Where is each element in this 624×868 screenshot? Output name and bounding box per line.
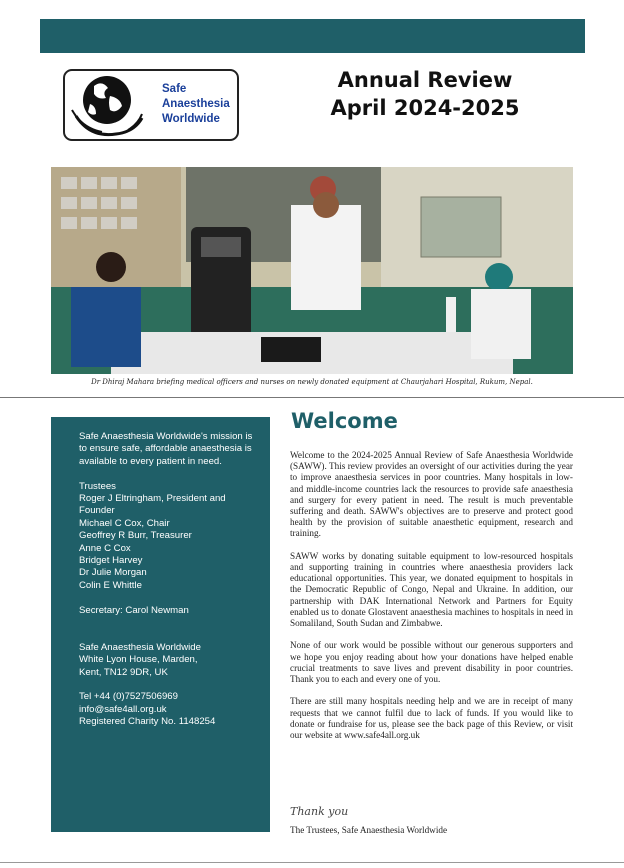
sidebar-panel	[51, 417, 270, 832]
email-link[interactable]: info@safe4all.org.uk	[79, 703, 167, 715]
trustee-item: Bridget Harvey	[79, 555, 143, 567]
trustee-item: Colin E Whittle	[79, 579, 142, 591]
trustee-item: Roger J Eltringham, President and Founder	[79, 493, 226, 517]
welcome-paragraph: Welcome to the 2024-2025 Annual Review of Safe Anaesthesia Worldwide (SAWW). This review provides an oversight of our activities during the year to improve anaesthesia services in poor countries. Many hospitals in low- and middle-income countries lack the resources to provide safe anaesthesia and surgery for every patient in need. The result is much preventable suffering and death. SAWW's objectives are to preserve and protect good health by the provision of suitable anaesthetic equipment, research and training.	[290, 450, 573, 539]
welcome-paragraph: SAWW works by donating suitable equipment to low-resourced hospitals and supporting training in countries where anaesthesia providers lack educational opportunities. This year, we donated equipment to hospitals in the Democratic Republic of Congo, Nepal and Ukraine. In addition, our partnership with DAK International Network and Partners for Equity enabled us to donate Glostavent anaesthesia machines to hospitals in need in Somaliland, South Sudan and Zimbabwe.	[290, 550, 573, 629]
section-divider	[0, 397, 624, 398]
trustee-item: Geoffrey R Burr, Treasurer	[79, 530, 192, 542]
welcome-heading: Welcome	[291, 409, 398, 433]
welcome-body	[290, 450, 573, 752]
trustees-heading: Trustees	[79, 480, 116, 492]
title-line2: April 2024-2025	[330, 96, 520, 120]
trustee-item: Michael C Cox, Chair	[79, 517, 170, 529]
address-line: White Lyon House, Marden,	[79, 654, 198, 666]
globe-in-hands-icon	[72, 76, 142, 135]
annual-review-title	[300, 66, 550, 122]
welcome-paragraph: There are still many hospitals needing help and we are in receipt of many requests that we cannot fulfil due to lack of funds. If you would like to donate or fundraise for us, please see the back page of this Review, or visit our website at www.safe4all.org.uk	[290, 696, 573, 741]
saww-logo	[62, 66, 240, 144]
charity-number: Registered Charity No. 1148254	[79, 716, 216, 728]
address-line: Kent, TN12 9DR, UK	[79, 666, 168, 678]
page-bottom-rule	[0, 862, 624, 863]
hospital-photo	[51, 167, 573, 374]
trustee-item: Dr Julie Morgan	[79, 567, 147, 579]
header-band	[40, 19, 585, 53]
trustee-item: Anne C Cox	[79, 542, 131, 554]
logo-text-line2: Anaesthesia	[162, 98, 230, 110]
address-line: Safe Anaesthesia Worldwide	[79, 641, 201, 653]
logo-text-line1: Safe	[162, 83, 187, 95]
logo-text-line3: Worldwide	[162, 113, 220, 125]
photo-caption: Dr Dhiraj Mahara briefing medical officers and nurses on newly donated equipment at Chaurjahari Hospital, Rukum, Nepal.	[91, 378, 533, 386]
secretary: Secretary: Carol Newman	[79, 604, 189, 616]
thank-you-signature: Thank you	[290, 805, 349, 818]
welcome-paragraph: None of our work would be possible without our generous supporters and we hope you enjoy reading about how your donations have helped enable crucial treatments to save lives and prevent disability in poor countries. Thank you to each and every one of you.	[290, 640, 573, 685]
phone-number: Tel +44 (0)7527506969	[79, 691, 178, 703]
title-line1: Annual Review	[337, 68, 513, 92]
mission-statement: Safe Anaesthesia Worldwide's mission is to ensure safe, affordable anaesthesia is available to every patient in need.	[79, 431, 253, 467]
signoff-text: The Trustees, Safe Anaesthesia Worldwide	[290, 825, 448, 835]
